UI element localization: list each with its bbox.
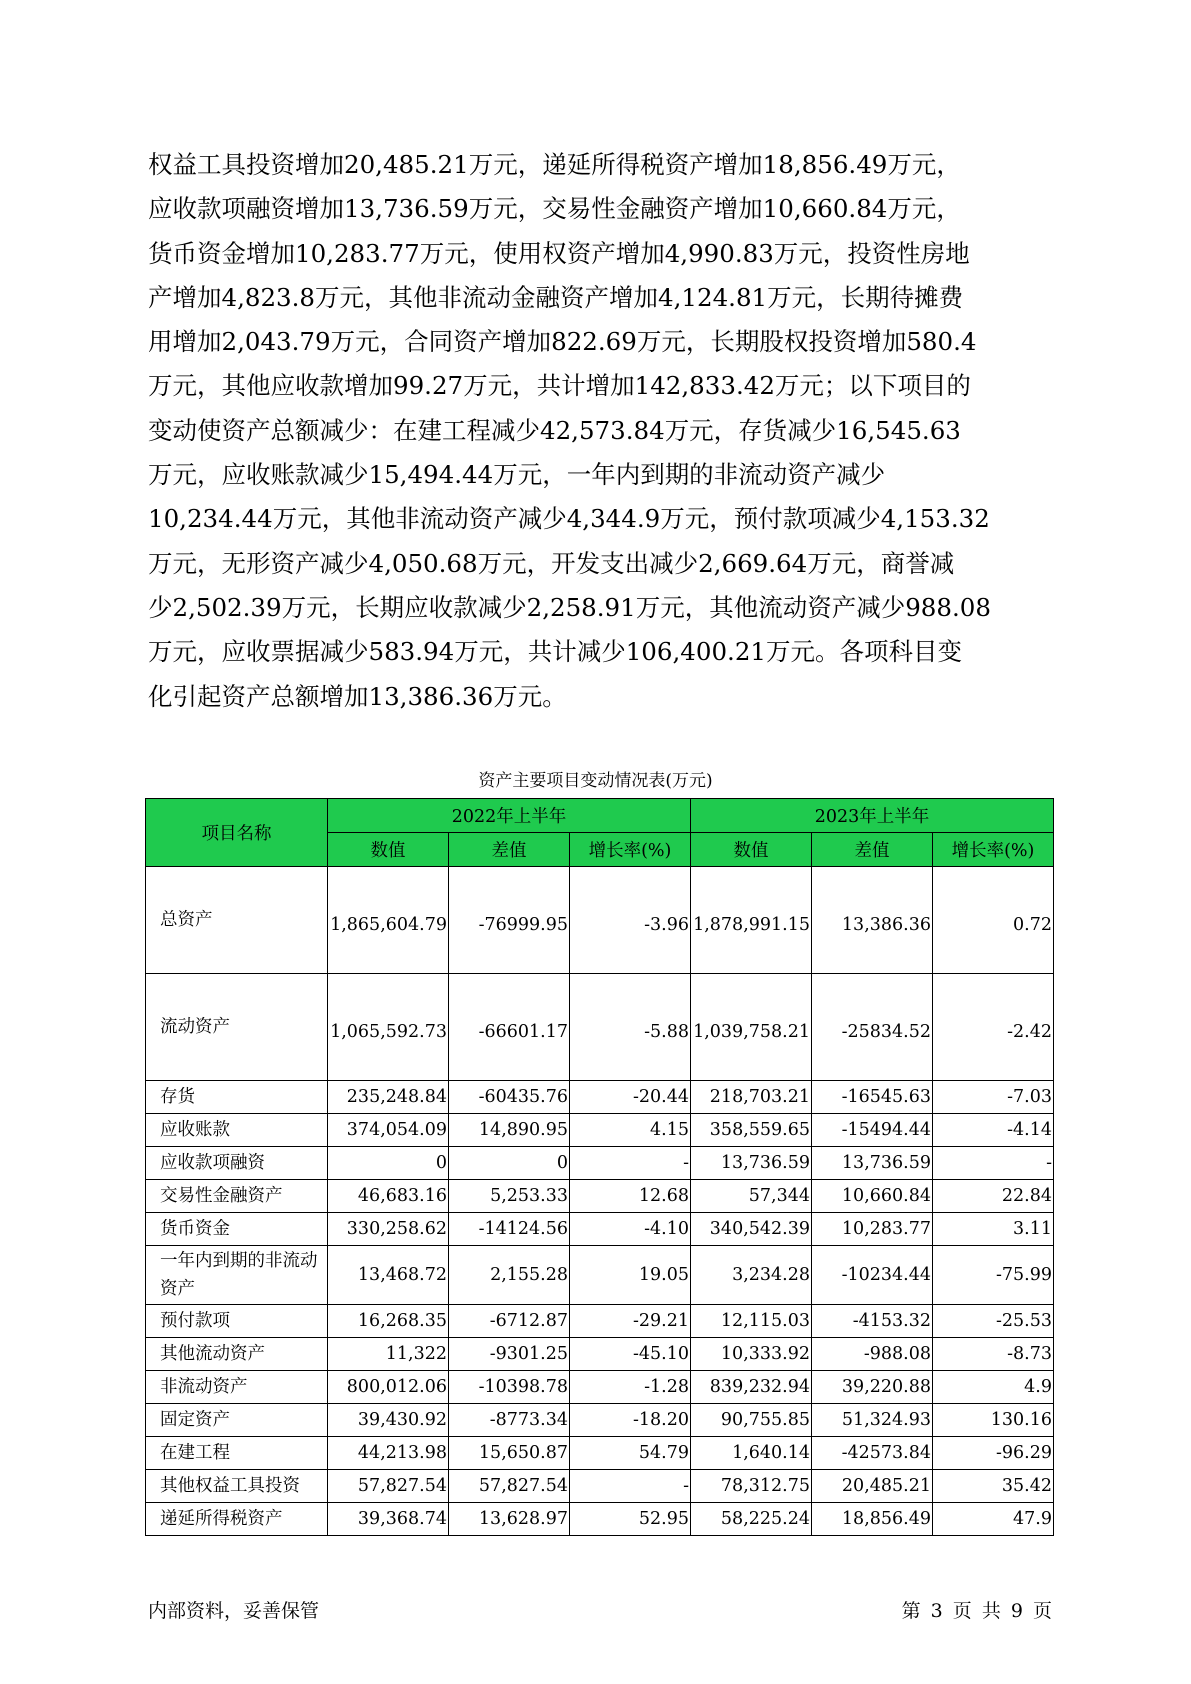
cell-value: -75.99 [933, 1246, 1054, 1305]
paragraph-line: 化引起资产总额增加13,386.36万元。 [148, 681, 567, 711]
cell-value: 16,268.35 [328, 1305, 449, 1338]
cell-value: 130.16 [933, 1404, 1054, 1437]
cell-value: 218,703.21 [691, 1081, 812, 1114]
row-label: 预付款项 [146, 1305, 328, 1338]
cell-value: - [570, 1470, 691, 1503]
cell-value: 0.72 [933, 867, 1054, 974]
cell-value: 340,542.39 [691, 1213, 812, 1246]
cell-value: -25834.52 [812, 974, 933, 1081]
diff-header-2023: 差值 [812, 833, 933, 867]
footer-page-number: 第 3 页 共 9 页 [901, 1600, 1052, 1622]
cell-value: -4153.32 [812, 1305, 933, 1338]
growth-header-2023: 增长率(%) [933, 833, 1054, 867]
cell-value: 14,890.95 [449, 1114, 570, 1147]
cell-value: 1,065,592.73 [328, 974, 449, 1081]
table-row [146, 1338, 1054, 1371]
cell-value: 39,368.74 [328, 1503, 449, 1536]
paragraph-line: 万元，其他应收款增加99.27万元，共计增加142,833.42万元；以下项目的 [148, 371, 971, 401]
cell-value: 52.95 [570, 1503, 691, 1536]
row-label: 交易性金融资产 [146, 1180, 328, 1213]
table-row [146, 1081, 1054, 1114]
row-label: 存货 [146, 1081, 328, 1114]
cell-value: -16545.63 [812, 1081, 933, 1114]
cell-value: 330,258.62 [328, 1213, 449, 1246]
cell-value: -3.96 [570, 867, 691, 974]
cell-value: - [570, 1147, 691, 1180]
diff-header-2022: 差值 [449, 833, 570, 867]
cell-value: 11,322 [328, 1338, 449, 1371]
value-header-2023: 数值 [691, 833, 812, 867]
cell-value: -25.53 [933, 1305, 1054, 1338]
cell-value: 12,115.03 [691, 1305, 812, 1338]
cell-value: -988.08 [812, 1338, 933, 1371]
row-label: 总资产 [146, 867, 328, 974]
period-2022-header: 2022年上半年 [328, 799, 691, 833]
cell-value: 13,736.59 [812, 1147, 933, 1180]
table-row [146, 1503, 1054, 1536]
table-row [146, 1470, 1054, 1503]
table-row [146, 1114, 1054, 1147]
cell-value: 22.84 [933, 1180, 1054, 1213]
table-caption: 资产主要项目变动情况表(万元) [478, 771, 713, 791]
paragraph-line: 少2,502.39万元，长期应收款减少2,258.91万元，其他流动资产减少988.08 [148, 592, 991, 622]
cell-value: 58,225.24 [691, 1503, 812, 1536]
cell-value: - [933, 1147, 1054, 1180]
asset-change-table [145, 798, 1054, 1536]
cell-value: -1.28 [570, 1371, 691, 1404]
cell-value: 374,054.09 [328, 1114, 449, 1147]
cell-value: -10234.44 [812, 1246, 933, 1305]
cell-value: 57,344 [691, 1180, 812, 1213]
cell-value: 39,430.92 [328, 1404, 449, 1437]
cell-value: 57,827.54 [449, 1470, 570, 1503]
row-label: 流动资产 [146, 974, 328, 1081]
cell-value: -10398.78 [449, 1371, 570, 1404]
cell-value: -8773.34 [449, 1404, 570, 1437]
cell-value: 51,324.93 [812, 1404, 933, 1437]
cell-value: 19.05 [570, 1246, 691, 1305]
cell-value: 44,213.98 [328, 1437, 449, 1470]
cell-value: -4.14 [933, 1114, 1054, 1147]
paragraph-line: 用增加2,043.79万元，合同资产增加822.69万元，长期股权投资增加580.4 [148, 327, 977, 357]
cell-value: -96.29 [933, 1437, 1054, 1470]
cell-value: 78,312.75 [691, 1470, 812, 1503]
cell-value: 3.11 [933, 1213, 1054, 1246]
paragraph-line: 万元，无形资产减少4,050.68万元，开发支出减少2,669.64万元，商誉减 [148, 548, 955, 578]
row-label: 其他权益工具投资 [146, 1470, 328, 1503]
cell-value: -2.42 [933, 974, 1054, 1081]
cell-value: -42573.84 [812, 1437, 933, 1470]
growth-header-2022: 增长率(%) [570, 833, 691, 867]
row-label: 应收款项融资 [146, 1147, 328, 1180]
cell-value: 1,640.14 [691, 1437, 812, 1470]
cell-value: 839,232.94 [691, 1371, 812, 1404]
cell-value: 358,559.65 [691, 1114, 812, 1147]
cell-value: 15,650.87 [449, 1437, 570, 1470]
cell-value: -76999.95 [449, 867, 570, 974]
cell-value: 47.9 [933, 1503, 1054, 1536]
cell-value: -5.88 [570, 974, 691, 1081]
cell-value: 4.15 [570, 1114, 691, 1147]
row-label: 递延所得税资产 [146, 1503, 328, 1536]
table-row [146, 1371, 1054, 1404]
table-row [146, 1180, 1054, 1213]
paragraph-line: 应收款项融资增加13,736.59万元，交易性金融资产增加10,660.84万元， [148, 194, 961, 224]
cell-value: -29.21 [570, 1305, 691, 1338]
cell-value: 54.79 [570, 1437, 691, 1470]
cell-value: -15494.44 [812, 1114, 933, 1147]
cell-value: -60435.76 [449, 1081, 570, 1114]
row-label: 非流动资产 [146, 1371, 328, 1404]
cell-value: 35.42 [933, 1470, 1054, 1503]
value-header-2022: 数值 [328, 833, 449, 867]
cell-value: 13,736.59 [691, 1147, 812, 1180]
cell-value: 4.9 [933, 1371, 1054, 1404]
cell-value: -14124.56 [449, 1213, 570, 1246]
cell-value: 3,234.28 [691, 1246, 812, 1305]
paragraph-line: 权益工具投资增加20,485.21万元，递延所得税资产增加18,856.49万元， [148, 150, 961, 179]
table-row [146, 1404, 1054, 1437]
cell-value: 235,248.84 [328, 1081, 449, 1114]
cell-value: 10,660.84 [812, 1180, 933, 1213]
table-row [146, 1147, 1054, 1180]
paragraph-line: 万元，应收票据减少583.94万元，共计减少106,400.21万元。各项科目变 [148, 637, 963, 667]
cell-value: 20,485.21 [812, 1470, 933, 1503]
paragraph-line: 万元，应收账款减少15,494.44万元，一年内到期的非流动资产减少 [148, 460, 886, 490]
cell-value: 10,333.92 [691, 1338, 812, 1371]
footer-confidential-note: 内部资料，妥善保管 [148, 1600, 320, 1622]
paragraph-line: 货币资金增加10,283.77万元，使用权资产增加4,990.83万元，投资性房地 [148, 238, 970, 268]
cell-value: -20.44 [570, 1081, 691, 1114]
cell-value: 13,628.97 [449, 1503, 570, 1536]
table-row [146, 1246, 1054, 1305]
row-label: 固定资产 [146, 1404, 328, 1437]
cell-value: -4.10 [570, 1213, 691, 1246]
cell-value: 13,468.72 [328, 1246, 449, 1305]
cell-value: -8.73 [933, 1338, 1054, 1371]
cell-value: -9301.25 [449, 1338, 570, 1371]
paragraph-line: 产增加4,823.8万元，其他非流动金融资产增加4,124.81万元，长期待摊费 [148, 282, 964, 312]
row-label: 在建工程 [146, 1437, 328, 1470]
table-row [146, 1213, 1054, 1246]
cell-value: 5,253.33 [449, 1180, 570, 1213]
row-label: 应收账款 [146, 1114, 328, 1147]
cell-value: 0 [449, 1147, 570, 1180]
body-paragraph [148, 143, 1048, 719]
cell-value: 57,827.54 [328, 1470, 449, 1503]
cell-value: 46,683.16 [328, 1180, 449, 1213]
paragraph-line: 变动使资产总额减少：在建工程减少42,573.84万元，存货减少16,545.63 [148, 415, 961, 445]
cell-value: 18,856.49 [812, 1503, 933, 1536]
cell-value: 1,039,758.21 [691, 974, 812, 1081]
cell-value: 0 [328, 1147, 449, 1180]
table-row [146, 867, 1054, 974]
cell-value: 10,283.77 [812, 1213, 933, 1246]
cell-value: 12.68 [570, 1180, 691, 1213]
cell-value: 1,878,991.15 [691, 867, 812, 974]
paragraph-line: 10,234.44万元，其他非流动资产减少4,344.9万元，预付款项减少4,153.32 [148, 504, 990, 534]
cell-value: -7.03 [933, 1081, 1054, 1114]
row-label: 其他流动资产 [146, 1338, 328, 1371]
cell-value: 1,865,604.79 [328, 867, 449, 974]
cell-value: 90,755.85 [691, 1404, 812, 1437]
cell-value: -45.10 [570, 1338, 691, 1371]
cell-value: 39,220.88 [812, 1371, 933, 1404]
cell-value: -66601.17 [449, 974, 570, 1081]
period-2023-header: 2023年上半年 [691, 799, 1054, 833]
table-row [146, 1305, 1054, 1338]
cell-value: 2,155.28 [449, 1246, 570, 1305]
cell-value: -18.20 [570, 1404, 691, 1437]
cell-value: -6712.87 [449, 1305, 570, 1338]
item-name-header: 项目名称 [146, 799, 328, 867]
table-row [146, 1437, 1054, 1470]
cell-value: 800,012.06 [328, 1371, 449, 1404]
table-row [146, 974, 1054, 1081]
row-label: 货币资金 [146, 1213, 328, 1246]
cell-value: 13,386.36 [812, 867, 933, 974]
row-label: 一年内到期的非流动资产 [146, 1246, 328, 1305]
